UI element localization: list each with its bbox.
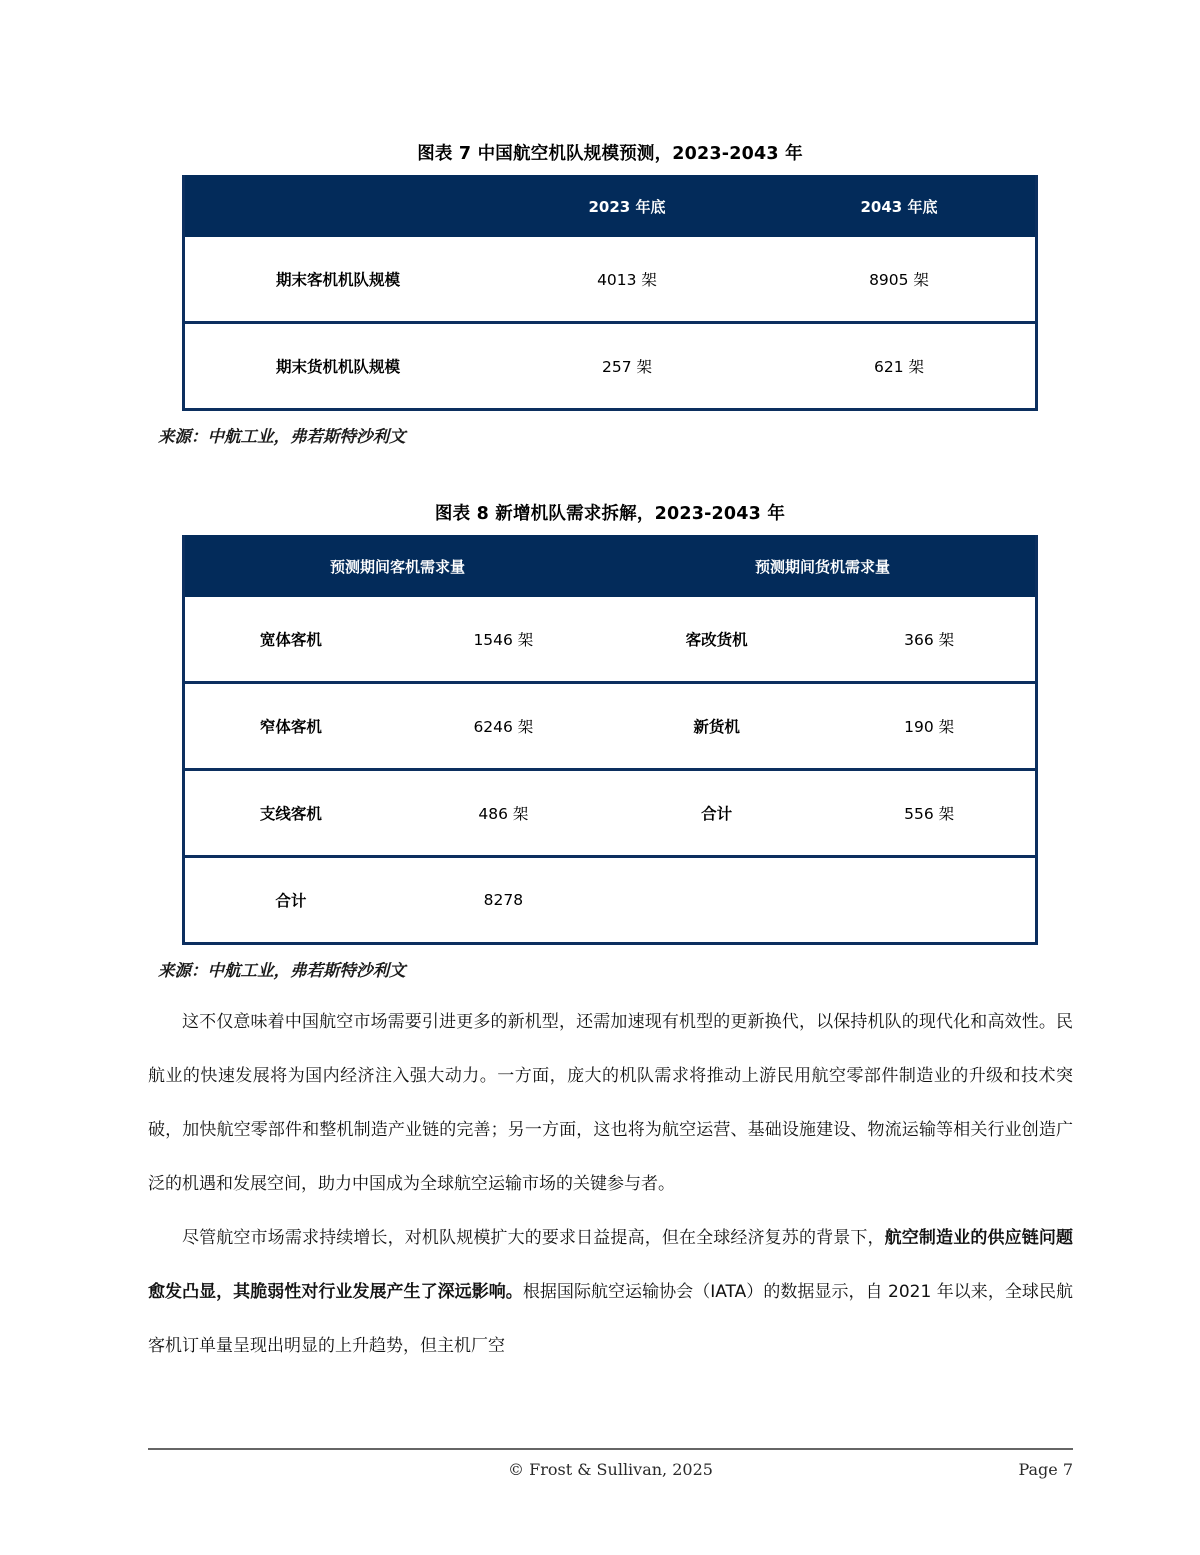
table-row <box>184 237 1037 323</box>
figure-8-table-head <box>184 535 1037 597</box>
figure-7-source: 来源：中航工业，弗若斯特沙利文 <box>158 427 406 446</box>
table-row <box>184 323 1037 410</box>
body-text-region <box>148 995 1073 1373</box>
footer-page-number: Page 7 <box>1018 1460 1073 1479</box>
figure-8-title: 图表 8 新增机队需求拆解，2023-2043 年 <box>434 504 786 524</box>
table-row <box>184 770 1037 857</box>
figure-8-row1-p-label: 窄体客机 <box>184 683 397 770</box>
figure-8-header-passenger: 预测期间客机需求量 <box>184 535 611 597</box>
figure-8-row2-p-label: 支线客机 <box>184 770 397 857</box>
figure-8-header-cargo: 预测期间货机需求量 <box>610 535 1037 597</box>
figure-8-row3-p-label: 合计 <box>184 857 397 944</box>
paragraph-2-tail: 根据国际航空运输协会（IATA）的数据显示，自 2021 年以来，全球民航客机订单量呈现出明显的上升趋势，但主机厂空 <box>148 1282 1073 1356</box>
figure-7-header-col0 <box>184 175 492 237</box>
figure-7-table <box>182 175 1038 411</box>
figure-8-row2-c-value: 556 架 <box>823 770 1036 857</box>
table-row <box>184 857 1037 944</box>
figure-7-row1-v2043: 621 架 <box>763 323 1037 410</box>
table-row <box>184 597 1037 683</box>
figure-7-row0-v2023: 4013 架 <box>491 237 763 323</box>
figure-7-block <box>150 140 1070 447</box>
table-row <box>184 683 1037 770</box>
paragraph-2-lead: 尽管航空市场需求持续增长，对机队规模扩大的要求日益提高，但在全球经济复苏的背景下， <box>182 1228 885 1248</box>
figure-8-block <box>150 500 1070 981</box>
footer-inner <box>148 1460 1073 1484</box>
figure-7-row0-label: 期末客机机队规模 <box>184 237 492 323</box>
paragraph-1: 这不仅意味着中国航空市场需要引进更多的新机型，还需加速现有机型的更新换代，以保持机队的现代化和高效性。民航业的快速发展将为国内经济注入强大动力。一方面，庞大的机队需求将推动上游民用航空零部件制造业的升级和技术突破，加快航空零部件和整机制造产业链的完善；另一方面，这也将为航空运营、基础设施建设、物流运输等相关行业创造广泛的机遇和发展空间，助力中国成为全球航空运输市场的关键参与者。 <box>148 1012 1073 1194</box>
table-header-row <box>184 175 1037 237</box>
figure-8-row1-c-value: 190 架 <box>823 683 1036 770</box>
figure-8-row0-c-label: 客改货机 <box>610 597 823 683</box>
figure-7-row1-v2023: 257 架 <box>491 323 763 410</box>
figure-7-row1-label: 期末货机机队规模 <box>184 323 492 410</box>
figure-7-title: 图表 7 中国航空机队规模预测，2023-2043 年 <box>417 144 803 164</box>
figure-8-row3-p-value: 8278 <box>397 857 610 944</box>
figure-8-row1-c-label: 新货机 <box>610 683 823 770</box>
page-footer <box>148 1448 1073 1484</box>
footer-copyright: © Frost & Sullivan, 2025 <box>508 1460 713 1479</box>
figure-8-row0-p-value: 1546 架 <box>397 597 610 683</box>
figure-8-row2-c-label: 合计 <box>610 770 823 857</box>
figure-8-table-body <box>184 597 1037 944</box>
figure-8-row2-p-value: 486 架 <box>397 770 610 857</box>
figure-8-row3-c-label <box>610 857 823 944</box>
figure-7-table-body <box>184 237 1037 410</box>
figure-7-row0-v2043: 8905 架 <box>763 237 1037 323</box>
paragraph-2 <box>148 1211 1073 1373</box>
figure-8-table <box>182 535 1038 945</box>
table-header-row <box>184 535 1037 597</box>
figure-8-row0-p-label: 宽体客机 <box>184 597 397 683</box>
figure-8-row3-c-value <box>823 857 1036 944</box>
figure-7-header-col2: 2043 年底 <box>763 175 1037 237</box>
figure-8-row0-c-value: 366 架 <box>823 597 1036 683</box>
figure-8-source: 来源：中航工业，弗若斯特沙利文 <box>158 961 406 980</box>
figure-7-table-head <box>184 175 1037 237</box>
figure-8-row1-p-value: 6246 架 <box>397 683 610 770</box>
paragraph-2-emphasis: 航空制造业的供应链问题愈发凸显，其脆弱性对行业发展产生了深远影响。 <box>148 1228 1074 1302</box>
figure-7-header-col1: 2023 年底 <box>491 175 763 237</box>
